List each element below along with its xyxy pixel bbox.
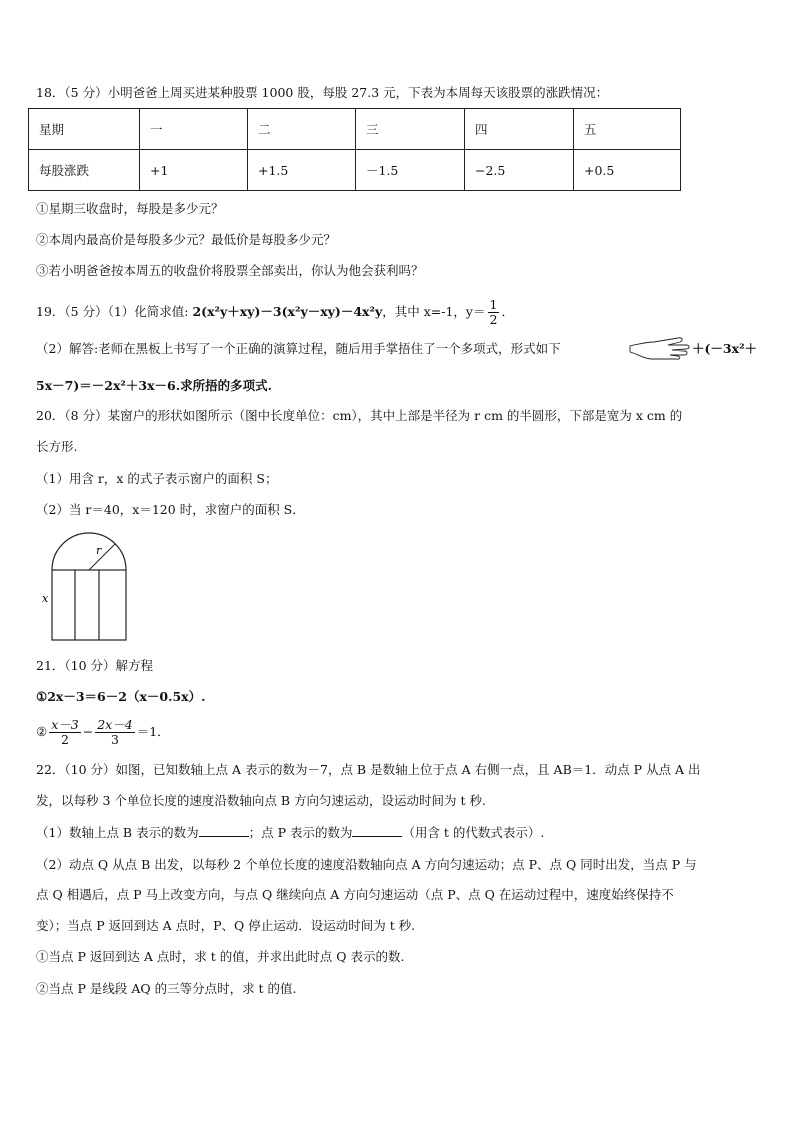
q20-line1: 20．（8 分）某窗户的形状如图所示（图中长度单位：cm），其中上部是半径为 r cm 的半圆形，下部是宽为 x cm 的 <box>36 408 683 423</box>
window-figure <box>36 528 136 644</box>
q22-line2: 发，以每秒 3 个单位长度的速度沿数轴向点 B 方向匀速运动，设运动时间为 t 秒. <box>36 793 486 808</box>
q19-lead: 19．（5 分）（1）化简求值: <box>36 304 193 319</box>
q19-part2-line2: 5x－7)＝－2x²＋3x－6.求所捂的多项式. <box>36 378 272 393</box>
answer-blank[interactable] <box>199 824 249 837</box>
table-cell: 星期 <box>29 109 140 150</box>
q18-sub3: ③若小明爸爸按本周五的收盘价将股票全部卖出，你认为他会获利吗？ <box>36 263 424 278</box>
fraction: $\frac{x-3}{2}$ <box>51 717 79 747</box>
rectangle <box>52 570 126 640</box>
q18-sub2: ②本周内最高价是每股多少元？最低价是每股多少元？ <box>36 232 337 247</box>
q22-line1: 22．（10 分）如图，已知数轴上点 A 表示的数为－7，点 B 是数轴上位于点 A 右侧一点，且 AB＝1．动点 P 从点 A 出 <box>36 762 701 777</box>
q18-sub1: ①星期三收盘时，每股是多少元？ <box>36 201 224 216</box>
stock-change-table <box>28 108 681 191</box>
table-cell: +0.5 <box>574 150 681 191</box>
fraction: $\frac{1}{2}$ <box>489 297 498 327</box>
q19-part2-line1: （2）解答:老师在黑板上书写了一个正确的演算过程，随后用手掌捂住了一个多项式，形式如下 <box>36 341 561 356</box>
q20-part2: （2）当 r＝40，x＝120 时，求窗户的面积 S． <box>36 502 305 517</box>
q21-title: 21．（10 分）解方程 <box>36 658 154 673</box>
width-label: x <box>42 592 49 605</box>
q21-eq1: ①2x－3＝6－2（x－0.5x）. <box>36 689 206 704</box>
table-cell: 二 <box>248 109 356 150</box>
q21-eq2: ② $\frac{x-3}{2}$ − $\frac{2x-4}{3}$ ＝1． <box>36 717 170 747</box>
table-cell: 四 <box>465 109 574 150</box>
q22-part2-line3: 变）；当点 P 返回到达 A 点时，P、Q 停止运动．设运动时间为 t 秒. <box>36 918 416 933</box>
q20-part1: （1）用含 r，x 的式子表示窗户的面积 S； <box>36 471 278 486</box>
table-header-row <box>29 109 681 150</box>
q19-part1: 19．（5 分）（1）化简求值: 2(x²y＋xy)－3(x²y－xy)－4x²y，其中 x=-1，y＝ $\frac{1}{2}$ ． <box>36 297 514 327</box>
q18-stem: 18．（5 分）小明爸爸上周买进某种股票 1000 股，每股 27.3 元，下表为本周每天该股票的涨跌情况： <box>36 85 609 100</box>
q22-sub2: ②当点 P 是线段 AQ 的三等分点时，求 t 的值. <box>36 981 297 996</box>
hand-icon <box>628 334 692 360</box>
answer-blank[interactable] <box>352 824 402 837</box>
q19-condition: ，其中 x=-1，y＝ <box>382 304 486 319</box>
q22-sub1: ①当点 P 返回到达 A 点时，求 t 的值，并求出此时点 Q 表示的数. <box>36 949 405 964</box>
table-cell: +1.5 <box>248 150 356 191</box>
table-cell: 一 <box>140 109 248 150</box>
table-row <box>29 150 681 191</box>
semicircle <box>52 533 126 570</box>
q19-part2-tail: ＋(－3x²＋ <box>692 341 758 356</box>
q20-line2: 长方形. <box>36 439 78 454</box>
radius-label: r <box>96 544 102 557</box>
table-cell: +1 <box>140 150 248 191</box>
table-cell: 每股涨跌 <box>29 150 140 191</box>
q22-part1: （1）数轴上点 B 表示的数为 ；点 P 表示的数为 （用含 t 的代数式表示）. <box>36 825 545 840</box>
q19-expression: 2(x²y＋xy)－3(x²y－xy)－4x²y <box>192 304 383 319</box>
fraction: $\frac{2x-4}{3}$ <box>97 717 133 747</box>
table-cell: 五 <box>574 109 681 150</box>
q22-part2-line2: 点 Q 相遇后，点 P 马上改变方向，与点 Q 继续向点 A 方向匀速运动（点 P、点 Q 在运动过程中，速度始终保持不 <box>36 887 674 902</box>
table-cell: 三 <box>356 109 465 150</box>
table-cell: －1.5 <box>356 150 465 191</box>
q22-part2-line1: （2）动点 Q 从点 B 出发，以每秒 2 个单位长度的速度沿数轴向点 A 方向匀速运动；点 P、点 Q 同时出发，当点 P 与 <box>36 857 697 872</box>
table-cell: −2.5 <box>465 150 574 191</box>
